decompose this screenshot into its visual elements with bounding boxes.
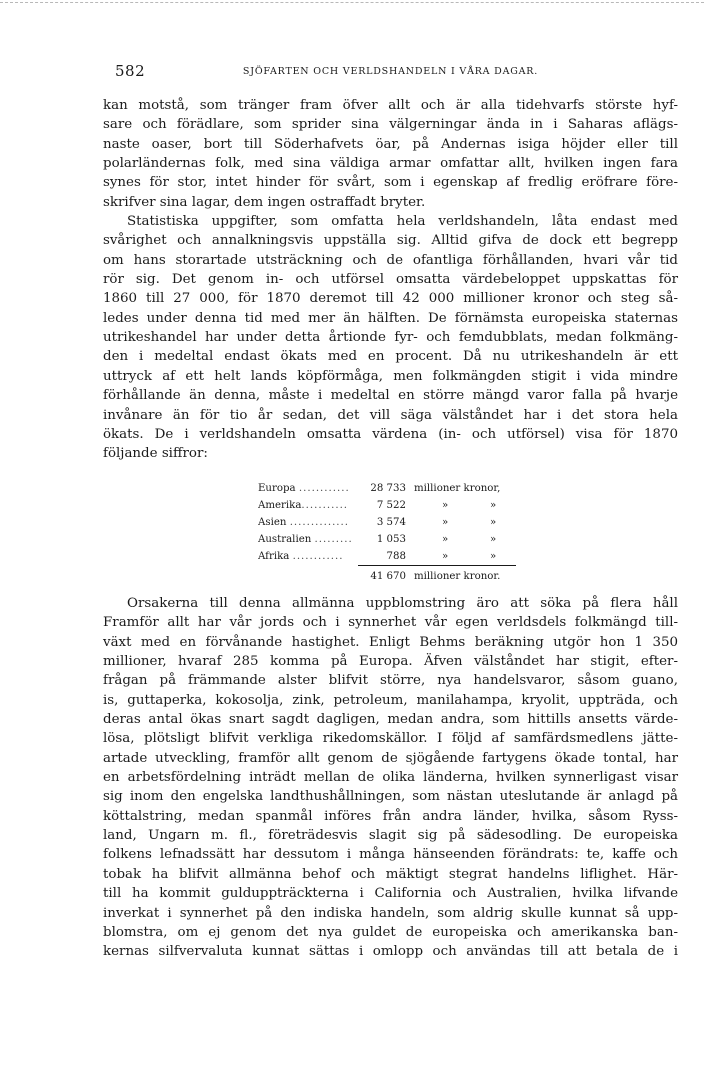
text-line: Statistiska uppgifter, som omfatta hela verldshandeln, låta endast med <box>127 214 678 230</box>
table-row <box>258 548 528 565</box>
text-line: 1860 till 27 000, för 1870 deremot till 42 000 millioner kronor och steg så- <box>103 291 678 307</box>
text-line: till ha kommit gulduppträckterna i California och Australien, hvilka lifvande <box>103 886 678 902</box>
text-line: följande siffror: <box>103 446 208 462</box>
ditto-mark: » <box>490 551 497 563</box>
region-value: 1 053 <box>376 534 406 546</box>
trade-statistics-table <box>258 480 528 582</box>
text-line: skrifver sina lagar, dem ingen ostraffadt bryter. <box>103 194 426 210</box>
text-line: ledes under denna tid med mer än hälften. De förnämsta europeiska staternas <box>103 310 678 326</box>
text-line: Orsakerna till denna allmänna uppblomstring äro att söka på flera håll <box>127 596 678 611</box>
region-value: 7 522 <box>376 500 406 512</box>
text-line: land, Ungarn m. fl., företrädesvis slagit sig på sädesodling. De europeiska <box>103 828 678 844</box>
ditto-mark: » <box>442 517 449 529</box>
text-line: lösa, plötsligt blifvit verkliga rikedomskällor. I följd af samfärdsmedlens jätte- <box>103 731 678 747</box>
text-line: förhållande än denna, måste i medeltal en större mängd varor falla på hvarje <box>103 388 678 404</box>
text-line: kernas silfvervaluta kunnat sättas i omlopp och användas till att betala de i <box>103 944 678 960</box>
text-line: millioner, hvaraf 285 komma på Europa. Äfven välståndet har stigit, efter- <box>103 654 678 670</box>
text-line: rör sig. Det genom in- och utförsel omsatta värdebeloppet uppskattas för <box>103 272 678 288</box>
scan-edge-line <box>0 2 704 3</box>
region-value: 788 <box>386 551 406 563</box>
page-number: 582 <box>115 62 146 80</box>
sum-rule <box>358 565 516 566</box>
text-line: sare och förädlare, som sprider sina välgerningar ända in i Saharas aflägs- <box>103 117 678 133</box>
text-line: en arbetsfördelning inträdt mellan de olika länderna, hvilken synnerligast visar <box>103 770 678 786</box>
total-unit: millioner kronor. <box>414 571 501 582</box>
ditto-mark: » <box>490 500 497 512</box>
running-head: SJÖFARTEN OCH VERLDSHANDELN I VÅRA DAGAR. <box>242 66 539 77</box>
ditto-mark: » <box>442 500 449 512</box>
text-line: köttalstring, medan spanmål införes från andra länder, hvilka, såsom Ryss- <box>103 808 678 824</box>
text-line: svårighet och annalkningsvis uppställa sig. Alltid gifva de dock ett begrepp <box>103 233 678 249</box>
text-line: frågan på främmande alster blifvit större, nya handelsvaror, såsom guano, <box>103 673 678 689</box>
region-value: 28 733 <box>370 483 406 494</box>
region-value: 3 574 <box>376 517 406 529</box>
text-line: Framför allt har vår jords och i synnerhet vår egen verldsdels folkmängd till- <box>103 615 678 631</box>
text-line: växt med en förvånande hastighet. Enligt Behms beräkning utgör hon 1 350 <box>103 634 678 650</box>
text-line: den i medeltal endast ökats med en procent. Då nu utrikeshandeln är ett <box>103 349 678 365</box>
text-line: synes för stor, intet hinder för svårt, som i egenskap af fredlig eröfrare före- <box>103 175 678 191</box>
text-line: folkens lefnadssätt har dessutom i många hänseenden förändrats: te, kaffe och <box>103 847 678 863</box>
table-row <box>258 531 528 548</box>
ditto-mark: » <box>442 534 449 546</box>
text-block-bottom <box>103 594 678 962</box>
ditto-mark: » <box>490 517 497 529</box>
text-line: invånare än för tio år sedan, det vill säga välståndet har i det stora hela <box>103 407 678 423</box>
text-line: polarländernas folk, med sina väldiga armar omfattar allt, hvilken ingen fara <box>103 156 678 172</box>
text-line: inverkat i synnerhet på den indiska handeln, som aldrig skulle kunnat så upp- <box>103 905 678 921</box>
table-row <box>258 514 528 531</box>
total-row <box>258 568 528 585</box>
table-row <box>258 497 528 514</box>
table-row <box>258 480 528 497</box>
region-label: Afrika ............ <box>258 551 344 563</box>
text-line: utrikeshandel har under detta årtionde fyr- och femdubblats, medan folkmäng- <box>103 330 678 346</box>
total-value: 41 670 <box>370 571 406 582</box>
text-line: kan motstå, som tränger fram öfver allt och är alla tidehvarfs störste hyf- <box>103 98 678 113</box>
text-line: sig inom den engelska landthushållningen, som nästan uteslutande är anlagd på <box>103 789 678 805</box>
ditto-mark: » <box>442 551 449 563</box>
text-line: naste oaser, bort till Söderhafvets öar, på Andernas isiga höjder eller till <box>103 136 678 152</box>
text-line: om hans storartade utsträckning och de ofantliga förhållanden, hvari vår tid <box>103 252 678 268</box>
text-block-top <box>103 96 678 464</box>
region-label: Amerika........... <box>258 500 349 512</box>
text-line: ökats. De i verldshandeln omsatta värdena (in- och utförsel) visa för 1870 <box>103 426 678 442</box>
text-line: is, guttaperka, kokosolja, zink, petroleum, manilahampa, kryolit, uppträda, och <box>103 692 678 708</box>
unit-label: millioner kronor, <box>414 483 501 494</box>
region-label: Asien .............. <box>258 517 350 529</box>
ditto-mark: » <box>490 534 497 546</box>
text-line: tobak ha blifvit allmänna behof och mäktigt stegrat handelns liflighet. Här- <box>103 866 678 882</box>
text-line: artade utveckling, framför allt genom de sjögående fartygens ökade tontal, har <box>103 750 678 766</box>
text-line: uttryck af ett helt lands köpförmåga, men folkmängden stigit i vida mindre <box>103 368 678 384</box>
region-label: Europa ............ <box>258 483 350 494</box>
region-label: Australien ......... <box>258 534 353 546</box>
text-line: deras antal ökas snart sagdt dagligen, medan andra, som hittills ansetts värde- <box>103 712 678 728</box>
text-line: blomstra, om ej genom det nya guldet de europeiska och amerikanska ban- <box>103 924 678 940</box>
page-header <box>103 62 678 82</box>
